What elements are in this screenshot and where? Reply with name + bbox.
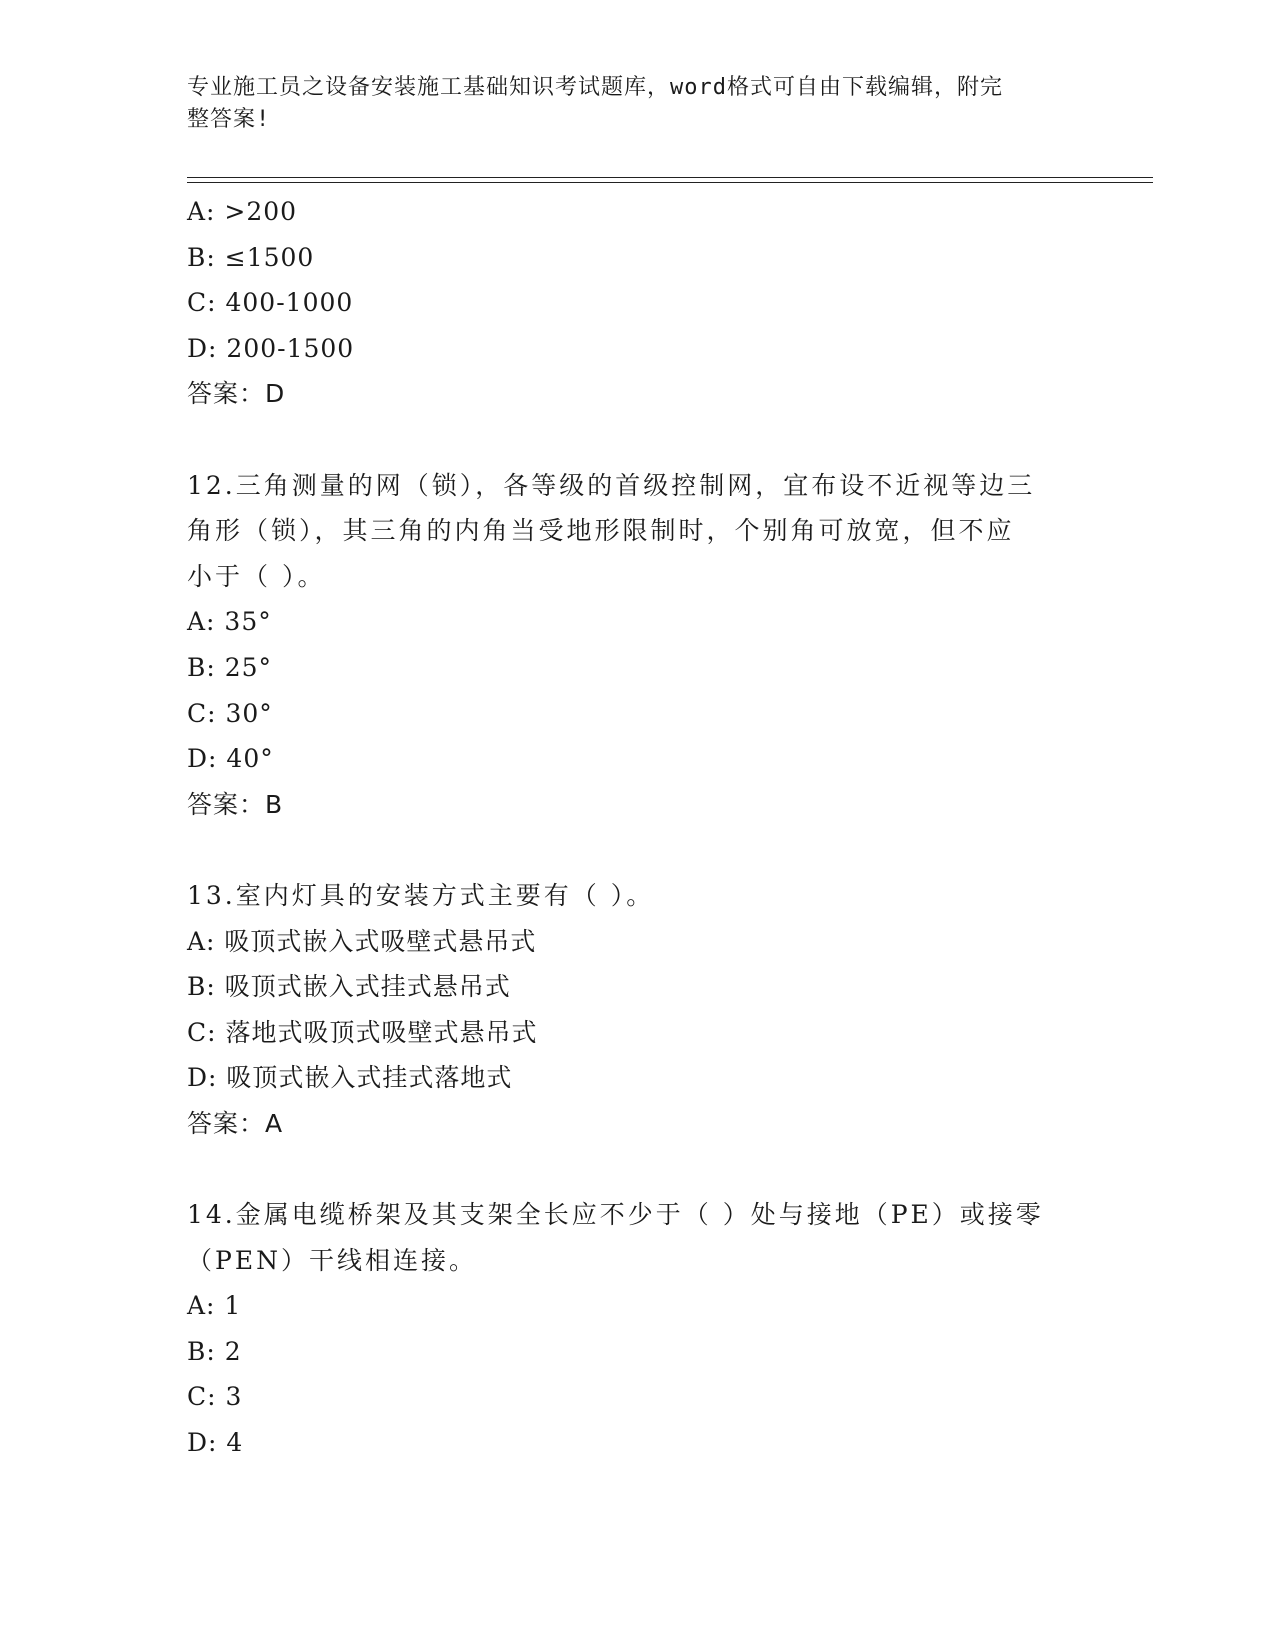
spacer bbox=[187, 827, 1087, 873]
option-b: B: 2 bbox=[187, 1336, 242, 1366]
header-line-1: 专业施工员之设备安装施工基础知识考试题库，word格式可自由下载编辑，附完 bbox=[187, 75, 1003, 100]
answer-line: 答案：D bbox=[187, 379, 286, 409]
option-c: C: 400-1000 bbox=[187, 288, 354, 318]
option-c: C: 3 bbox=[187, 1382, 243, 1412]
question-13 bbox=[187, 873, 1087, 1147]
option-d: D: 40° bbox=[187, 744, 274, 774]
question-text-line: （PEN）干线相连接。 bbox=[187, 1245, 477, 1275]
question-14 bbox=[187, 1192, 1087, 1466]
question-text-line: 14.金属电缆桥架及其支架全长应不少于（ ）处与接地（PE）或接零 bbox=[187, 1200, 1044, 1230]
question-text-line: 13.室内灯具的安装方式主要有（ ）。 bbox=[187, 880, 655, 910]
option-a: A: >200 bbox=[187, 197, 298, 226]
question-text-line: 角形（锁），其三角的内角当受地形限制时，个别角可放宽，但不应 bbox=[187, 516, 1015, 546]
option-b: B: 吸顶式嵌入式挂式悬吊式 bbox=[187, 972, 511, 1002]
option-c: C: 30° bbox=[187, 698, 273, 728]
document-header bbox=[187, 72, 1067, 136]
option-a: A: 35° bbox=[187, 607, 272, 637]
question-text-line: 小于（ ）。 bbox=[187, 561, 326, 591]
option-a: A: 1 bbox=[187, 1291, 242, 1321]
option-b: B: ≤1500 bbox=[187, 242, 315, 272]
option-a: A: 吸顶式嵌入式吸壁式悬吊式 bbox=[187, 926, 537, 956]
option-d: D: 4 bbox=[187, 1428, 244, 1458]
question-11 bbox=[187, 189, 1087, 417]
question-text-line: 12.三角测量的网（锁），各等级的首级控制网，宜布设不近视等边三 bbox=[187, 470, 1036, 500]
option-d: D: 吸顶式嵌入式挂式落地式 bbox=[187, 1063, 513, 1093]
spacer bbox=[187, 417, 1087, 463]
header-rule-top bbox=[187, 177, 1153, 178]
answer-line: 答案：A bbox=[187, 1108, 284, 1138]
option-d: D: 200-1500 bbox=[187, 333, 355, 363]
option-c: C: 落地式吸顶式吸壁式悬吊式 bbox=[187, 1017, 538, 1047]
header-line-2: 整答案! bbox=[187, 107, 271, 132]
option-b: B: 25° bbox=[187, 652, 273, 682]
question-content bbox=[187, 189, 1087, 1466]
header-rule-bottom bbox=[187, 182, 1153, 183]
question-12 bbox=[187, 463, 1087, 828]
spacer bbox=[187, 1146, 1087, 1192]
answer-line: 答案：B bbox=[187, 789, 284, 819]
